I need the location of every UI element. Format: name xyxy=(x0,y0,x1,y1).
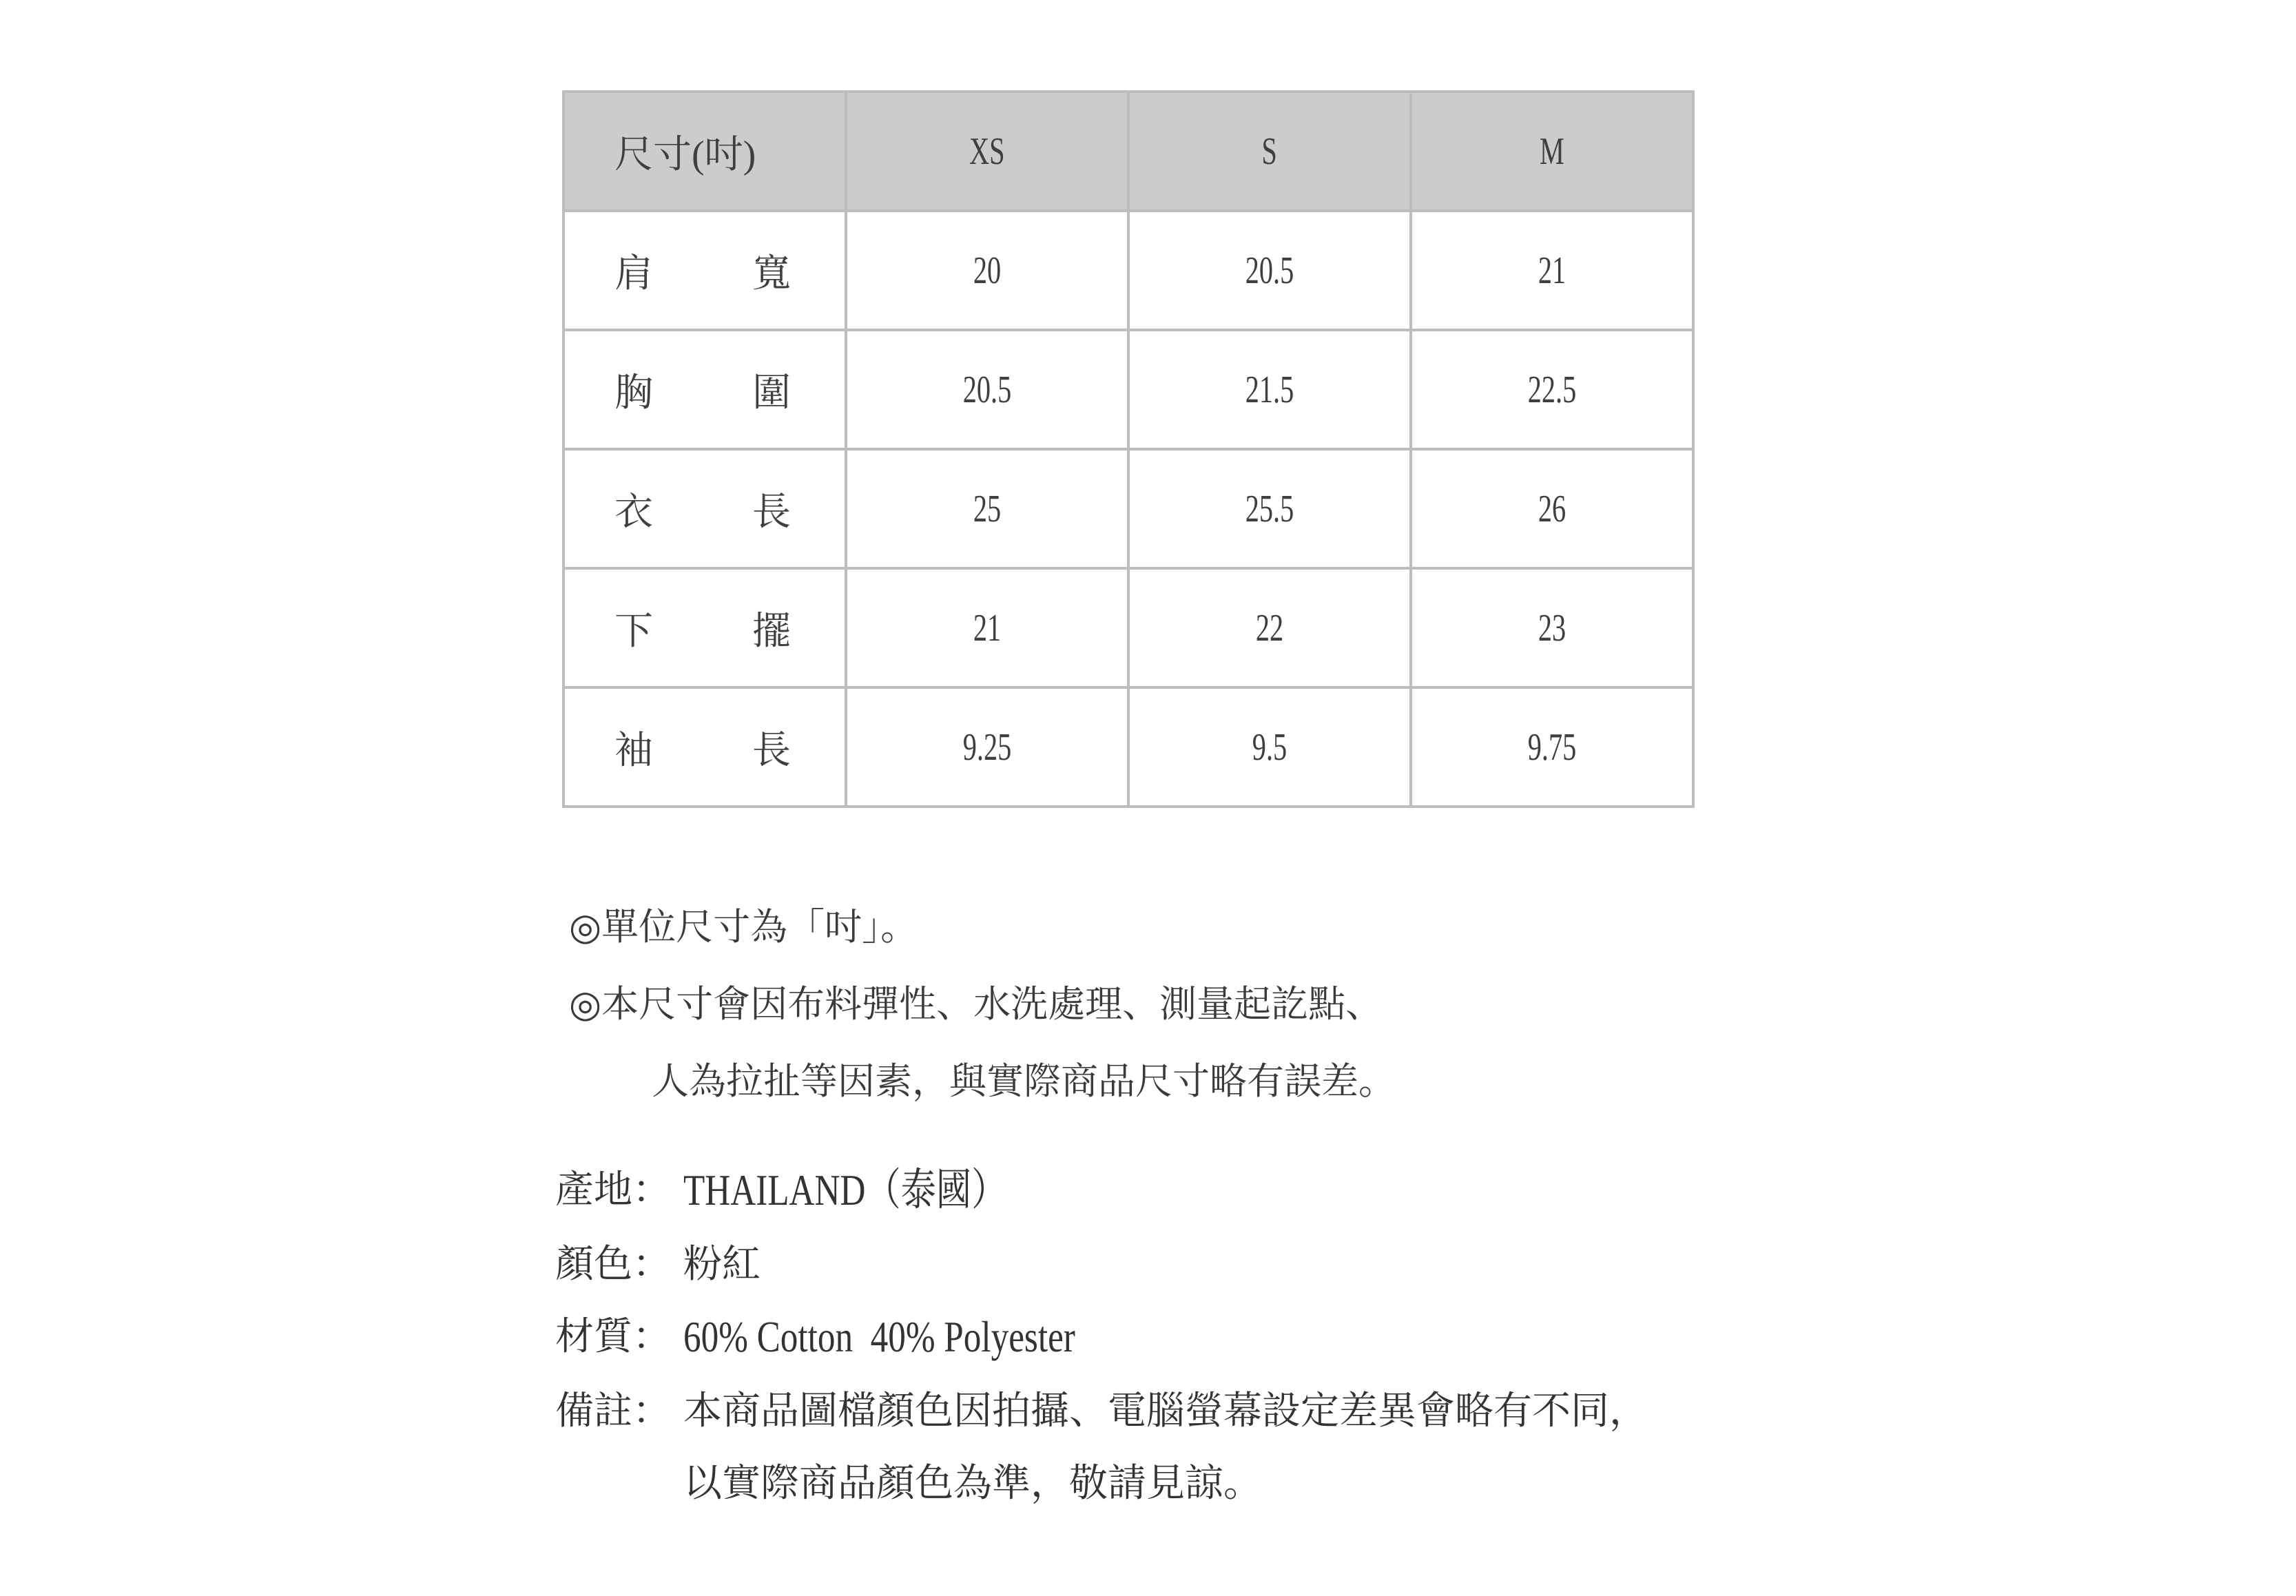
row-label xyxy=(563,211,846,330)
spec-color-label: 顏色： xyxy=(555,1242,671,1287)
note-tolerance: ◎本尺寸會因布料彈性、水洗處理、測量起訖點、 xyxy=(569,982,1383,1026)
spec-origin-value xyxy=(683,1154,1088,1228)
spec-material xyxy=(555,1300,1648,1375)
row-label-a: 袖 xyxy=(614,729,653,772)
row-label xyxy=(563,449,846,568)
row-label xyxy=(563,568,846,687)
cell-value: 20 xyxy=(973,249,1002,292)
cell-s xyxy=(1128,449,1411,568)
cell-s xyxy=(1128,211,1411,330)
cell-value: 22.5 xyxy=(1527,368,1577,411)
cell-xs xyxy=(846,449,1128,568)
size-header-row xyxy=(563,92,1693,211)
spec-color-value: 粉紅 xyxy=(683,1242,761,1287)
spec-origin-text: THAILAND（泰國） xyxy=(683,1165,1007,1214)
product-specs xyxy=(555,1154,1648,1520)
spec-color xyxy=(555,1228,1648,1300)
cell-value: 23 xyxy=(1538,606,1566,650)
table-row-hem xyxy=(563,568,1693,687)
table-row-shoulder xyxy=(563,211,1693,330)
row-label-a: 肩 xyxy=(614,252,653,296)
size-header-m xyxy=(1411,92,1693,211)
row-label-b: 長 xyxy=(752,729,791,772)
cell-s xyxy=(1128,687,1411,807)
spec-material-value xyxy=(683,1300,1173,1375)
cell-m xyxy=(1411,330,1693,449)
spec-origin-label: 產地： xyxy=(555,1168,671,1212)
cell-xs xyxy=(846,687,1128,807)
note-unit: ◎單位尺寸為「吋」。 xyxy=(569,905,918,949)
cell-value: 25 xyxy=(973,487,1002,530)
row-label-a: 下 xyxy=(614,610,653,653)
row-label-b: 圍 xyxy=(752,371,791,415)
cell-value: 25.5 xyxy=(1245,487,1294,530)
spec-material-label: 材質： xyxy=(555,1314,671,1359)
spec-remark-label: 備註： xyxy=(555,1389,671,1433)
row-label-a: 衣 xyxy=(614,490,653,534)
cell-m xyxy=(1411,687,1693,807)
size-header-s xyxy=(1128,92,1411,211)
row-label-b: 擺 xyxy=(752,610,791,653)
spec-origin xyxy=(555,1154,1648,1228)
row-label xyxy=(563,687,846,807)
table-row-sleeve xyxy=(563,687,1693,807)
cell-xs xyxy=(846,211,1128,330)
cell-s xyxy=(1128,568,1411,687)
spec-material-text: 60% Cotton 40% Polyester xyxy=(683,1312,1075,1361)
cell-xs xyxy=(846,330,1128,449)
table-row-length xyxy=(563,449,1693,568)
spec-remark-continued: 以實際商品顏色為準，敬請見諒。 xyxy=(683,1461,1262,1506)
cell-s xyxy=(1128,330,1411,449)
cell-value: 26 xyxy=(1538,487,1566,530)
size-header-xs xyxy=(846,92,1128,211)
cell-xs xyxy=(846,568,1128,687)
cell-value: 20.5 xyxy=(1245,249,1294,292)
cell-m xyxy=(1411,449,1693,568)
cell-value: 21.5 xyxy=(1245,368,1294,411)
size-header-label xyxy=(563,92,846,211)
measurement-notes xyxy=(569,889,1396,1120)
row-label xyxy=(563,330,846,449)
note-tolerance-continued: 人為拉扯等因素，與實際商品尺寸略有誤差。 xyxy=(652,1059,1396,1103)
size-xs-label: XS xyxy=(969,129,1005,173)
size-s-label: S xyxy=(1261,129,1278,173)
row-label-b: 寬 xyxy=(752,252,791,296)
cell-value: 9.5 xyxy=(1252,725,1287,769)
cell-value: 21 xyxy=(973,606,1002,650)
cell-value: 21 xyxy=(1538,249,1566,292)
spec-remark xyxy=(555,1375,1648,1447)
row-label-a: 胸 xyxy=(614,371,653,415)
cell-m xyxy=(1411,211,1693,330)
cell-value: 22 xyxy=(1255,606,1284,650)
cell-m xyxy=(1411,568,1693,687)
cell-value: 20.5 xyxy=(962,368,1012,411)
table-row-chest xyxy=(563,330,1693,449)
size-chart-table xyxy=(562,90,1695,808)
size-m-label: M xyxy=(1540,129,1564,173)
cell-value: 9.25 xyxy=(962,725,1012,769)
row-label-b: 長 xyxy=(752,490,791,534)
cell-value: 9.75 xyxy=(1527,725,1577,769)
size-header-label-text: 尺寸(吋) xyxy=(614,133,756,176)
spec-remark-value: 本商品圖檔顏色因拍攝、電腦螢幕設定差異會略有不同， xyxy=(683,1389,1648,1433)
